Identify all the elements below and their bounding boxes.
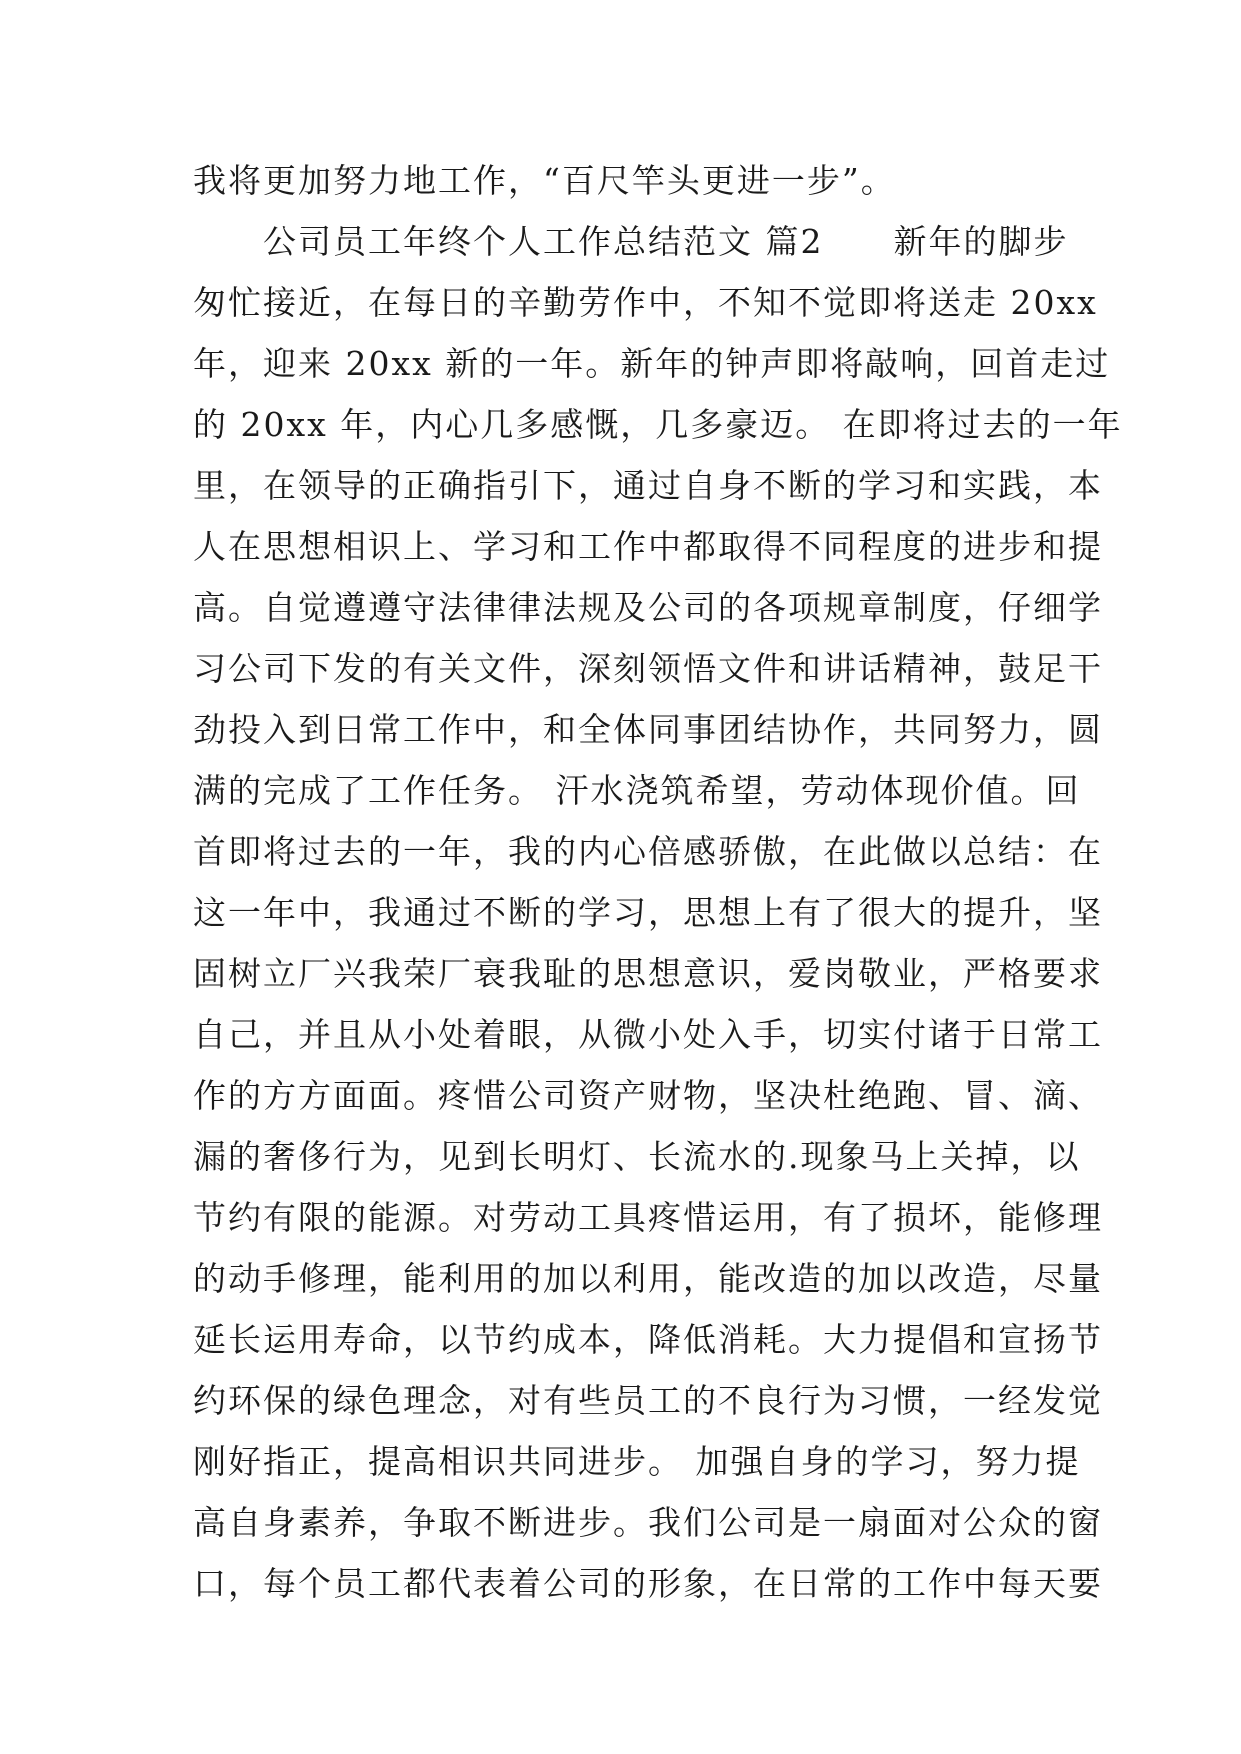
text-line: 高自身素养，争取不断进步。我们公司是一扇面对公众的窗 [193, 1503, 1103, 1542]
text-line: 节约有限的能源。对劳动工具疼惜运用，有了损坏，能修理 [193, 1198, 1103, 1237]
document-body [193, 150, 1123, 1614]
text-line: 的动手修理，能利用的加以利用，能改造的加以改造，尽量 [193, 1259, 1103, 1298]
text-line: 自己，并且从小处着眼，从微小处入手，切实付诸于日常工 [193, 1015, 1103, 1054]
text-line: 满的完成了工作任务。 汗水浇筑希望，劳动体现价值。回 [193, 771, 1081, 810]
text-line: 固树立厂兴我荣厂衰我耻的思想意识，爱岗敬业，严格要求 [193, 954, 1103, 993]
text-line: 人在思想相识上、学习和工作中都取得不同程度的进步和提 [193, 527, 1103, 566]
text-line: 漏的奢侈行为，见到长明灯、长流水的.现象马上关掉，以 [193, 1137, 1081, 1176]
text-line: 的 20xx 年，内心几多感慨，几多豪迈。 在即将过去的一年 [193, 405, 1123, 444]
text-line: 匆忙接近，在每日的辛勤劳作中，不知不觉即将送走 20xx [193, 283, 1098, 322]
text-line: 里，在领导的正确指引下，通过自身不断的学习和实践，本 [193, 466, 1103, 505]
text-line: 年，迎来 20xx 新的一年。新年的钟声即将敲响，回首走过 [193, 344, 1111, 383]
text-line: 这一年中，我通过不断的学习，思想上有了很大的提升，坚 [193, 893, 1103, 932]
text-line: 约环保的绿色理念，对有些员工的不良行为习惯，一经发觉 [193, 1381, 1103, 1420]
text-line: 高。自觉遵遵守法律律法规及公司的各项规章制度，仔细学 [193, 588, 1103, 627]
text-line: 刚好指正，提高相识共同进步。 加强自身的学习，努力提 [193, 1442, 1081, 1481]
text-line: 首即将过去的一年，我的内心倍感骄傲，在此做以总结：在 [193, 832, 1103, 871]
text-line: 作的方方面面。疼惜公司资产财物，坚决杜绝跑、冒、滴、 [193, 1076, 1103, 1115]
text-line: 口，每个员工都代表着公司的形象，在日常的工作中每天要 [193, 1564, 1103, 1603]
text-line: 公司员工年终个人工作总结范文 篇2 新年的脚步 [193, 222, 1069, 261]
text-line: 我将更加努力地工作，“百尺竿头更进一步”。 [193, 161, 896, 200]
text-line: 习公司下发的有关文件，深刻领悟文件和讲话精神，鼓足干 [193, 649, 1103, 688]
text-line: 劲投入到日常工作中，和全体同事团结协作，共同努力，圆 [193, 710, 1103, 749]
text-line: 延长运用寿命，以节约成本，降低消耗。大力提倡和宣扬节 [193, 1320, 1103, 1359]
